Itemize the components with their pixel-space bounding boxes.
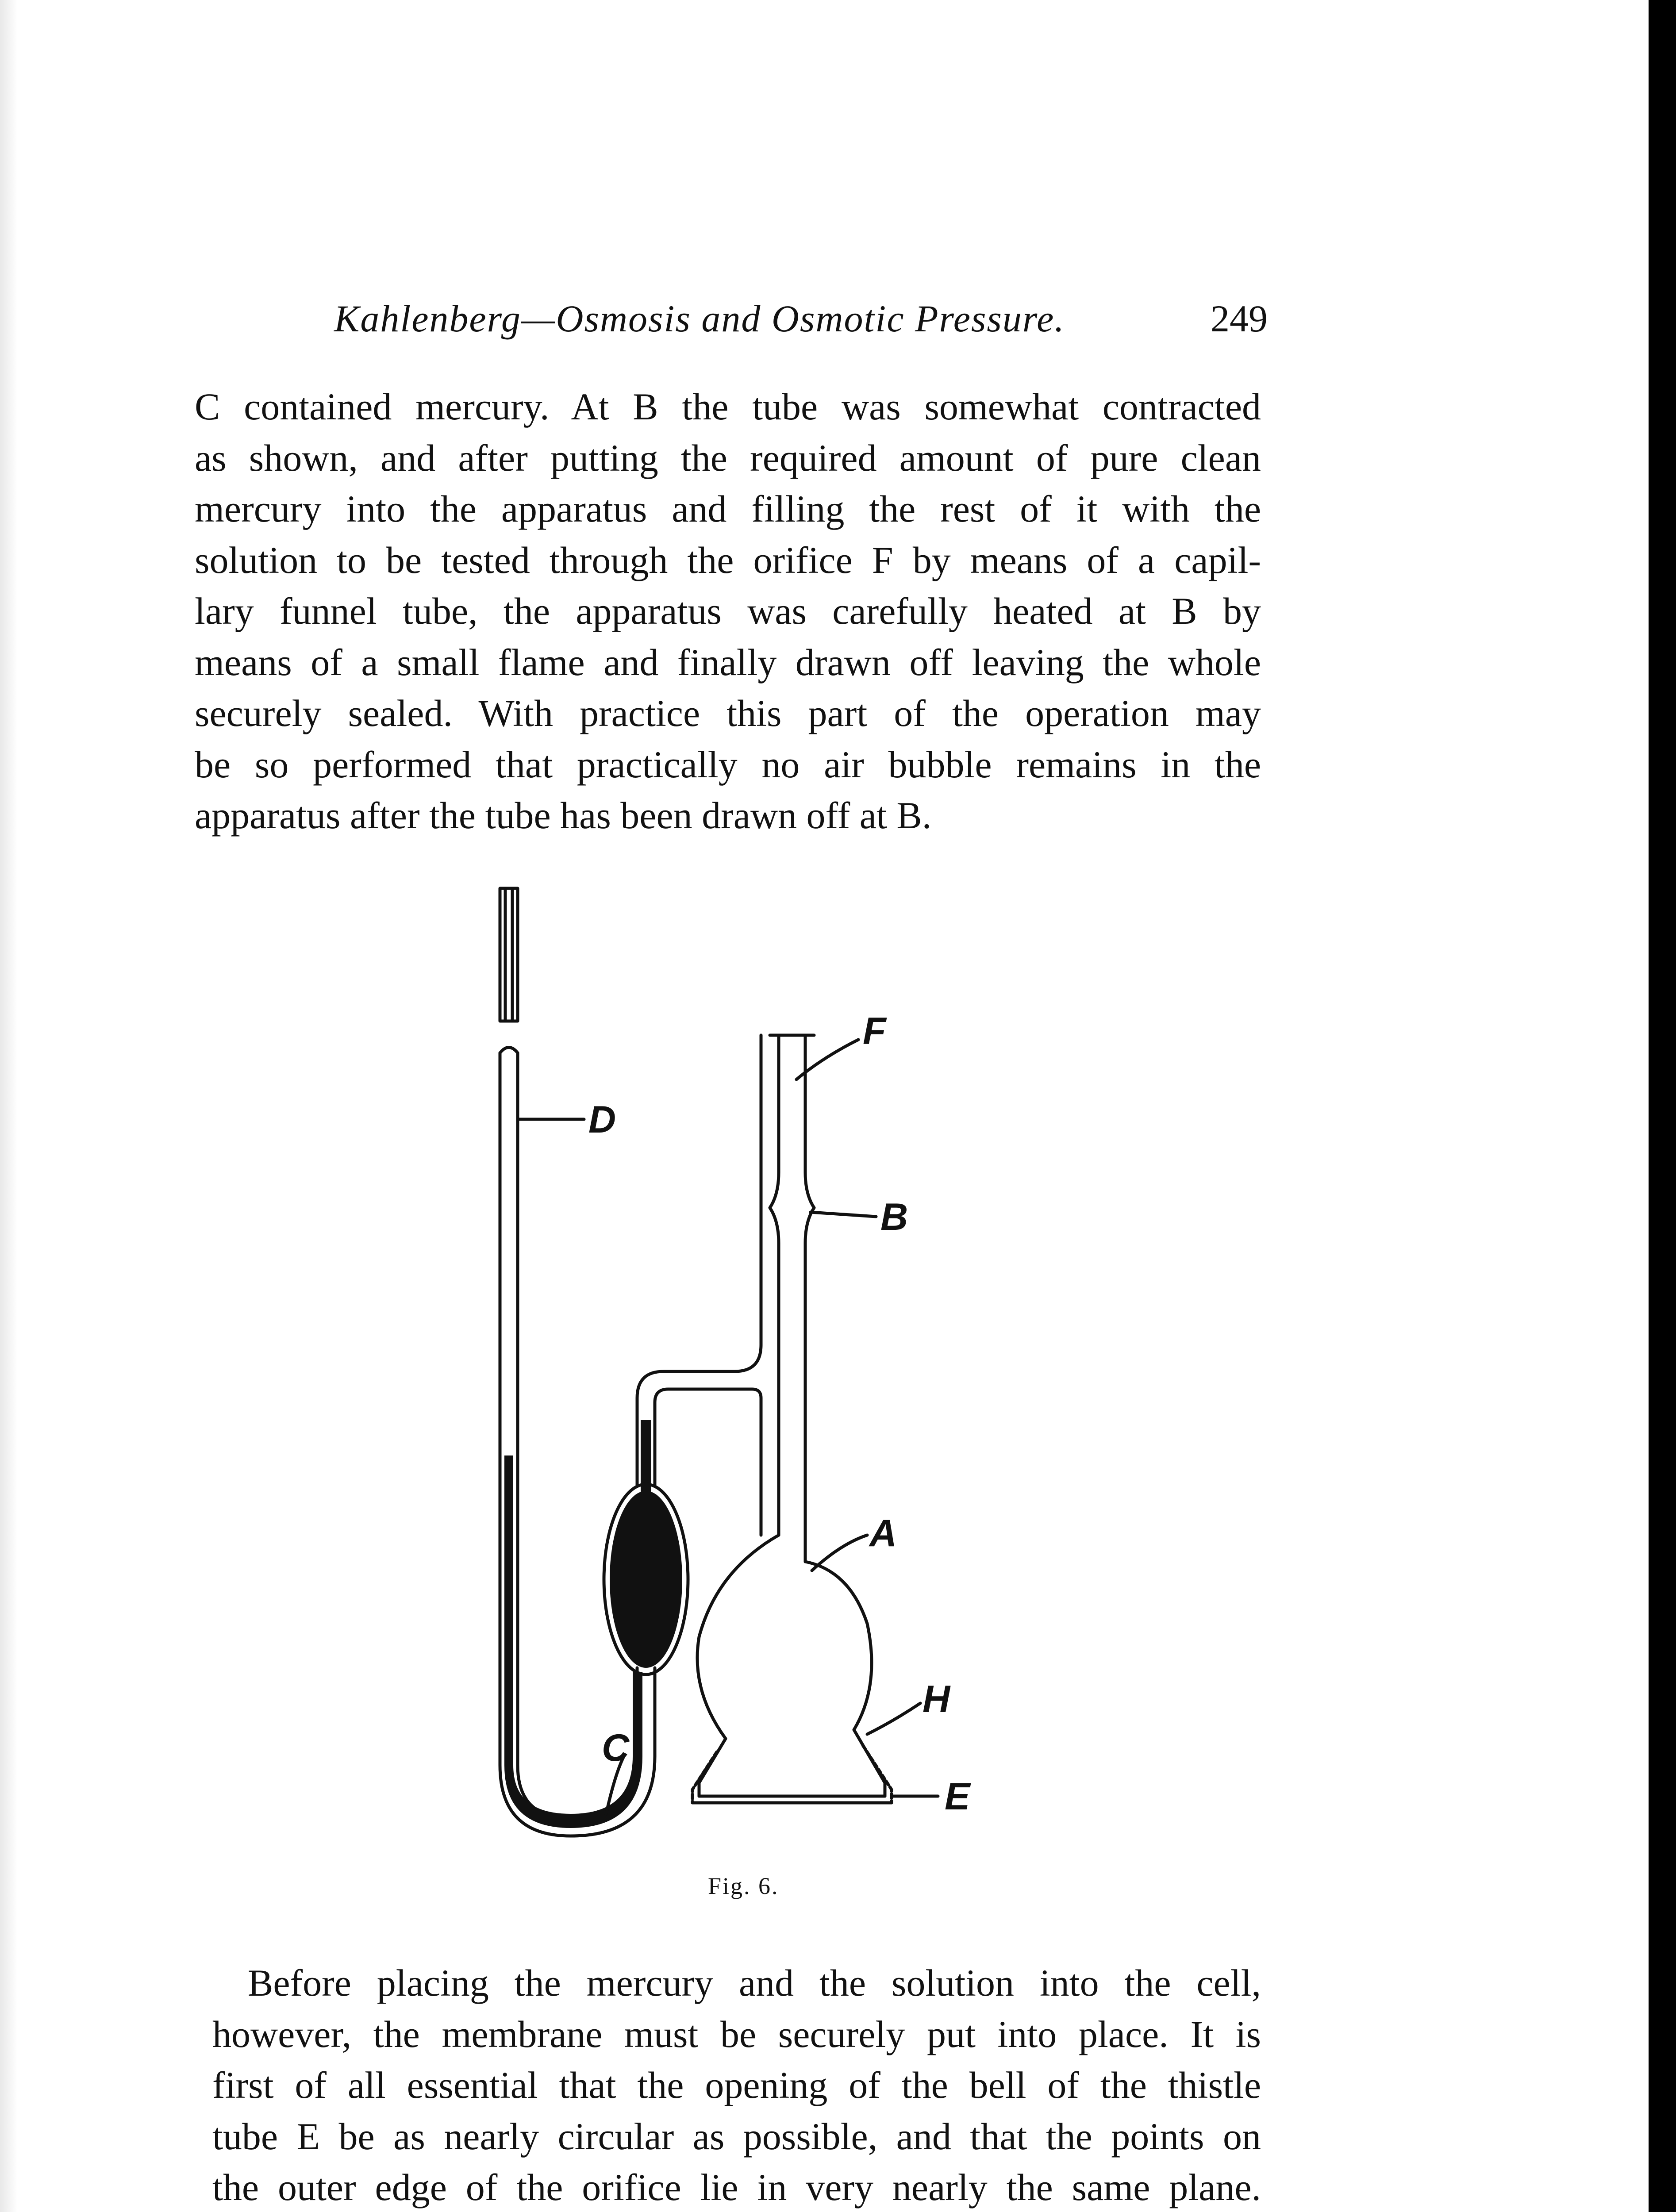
label-h: H xyxy=(923,1678,950,1720)
text-line: lary funnel tube, the apparatus was carefully heated at B by xyxy=(195,590,1261,632)
membrane-h xyxy=(692,1745,892,1803)
page-number: 249 xyxy=(1211,297,1268,340)
text-line: tube E be as nearly circular as possible, and that the points on xyxy=(212,2115,1261,2158)
text-line: means of a small flame and finally drawn off leaving the whole xyxy=(195,641,1261,684)
text-line: however, the membrane must be securely put into place. It is xyxy=(212,2012,1261,2055)
flask-right-wall xyxy=(805,1562,872,1730)
text-line: mercury into the apparatus and filling the rest of it with the xyxy=(195,488,1261,530)
paragraph-apparatus-filling xyxy=(195,381,1261,841)
mercury-bulb-fill xyxy=(610,1491,682,1668)
apparatus-diagram xyxy=(469,872,1018,1876)
text-line: first of all essential that the opening of the bell of the thistle xyxy=(212,2064,1261,2106)
label-e: E xyxy=(945,1775,970,1818)
figure-osmotic-cell-apparatus xyxy=(469,872,1018,1876)
text-line: apparatus after the tube has been drawn off at B. xyxy=(195,794,932,837)
text-line: the outer edge of the orifice lie in very nearly the same plane. xyxy=(212,2166,1261,2208)
manometer-tube-inner xyxy=(518,1053,637,1818)
text-line: securely sealed. With practice this part of the operation may xyxy=(195,692,1261,734)
leader-b xyxy=(811,1212,876,1217)
label-d: D xyxy=(588,1098,616,1141)
thistle-bell-outline xyxy=(699,1730,885,1796)
text-line: Before placing the mercury and the solution into the cell, xyxy=(248,1962,1261,2004)
connecting-tube-inner xyxy=(655,1389,761,1535)
text-line: solution to be tested through the orifice F by means of a capil- xyxy=(195,538,1261,581)
label-a: A xyxy=(869,1512,897,1555)
detached-tube-piece xyxy=(500,888,518,1021)
paragraph-membrane-placement xyxy=(212,1958,1261,2212)
stem-tube-left-wall xyxy=(770,1035,779,1420)
leader-h xyxy=(867,1703,920,1734)
page-left-shade xyxy=(0,0,18,2212)
figure-caption: Fig. 6. xyxy=(708,1873,779,1899)
label-f: F xyxy=(863,1010,886,1052)
manometer-tube-outer xyxy=(500,1053,655,1836)
text-line: C contained mercury. At B the tube was somewhat contracted xyxy=(195,385,1261,428)
stem-tube-right-wall xyxy=(805,1035,814,1562)
running-header-title: Kahlenberg—Osmosis and Osmotic Pressure. xyxy=(334,297,1065,340)
flask-left-wall xyxy=(697,1535,779,1739)
scan-dark-edge xyxy=(1649,0,1676,2212)
running-header xyxy=(334,292,1268,345)
label-c: C xyxy=(602,1727,630,1769)
text-line: as shown, and after putting the required amount of pure clean xyxy=(195,436,1261,479)
leader-a xyxy=(812,1535,867,1571)
label-b: B xyxy=(880,1196,908,1238)
text-line: be so performed that practically no air bubble remains in the xyxy=(195,743,1261,786)
